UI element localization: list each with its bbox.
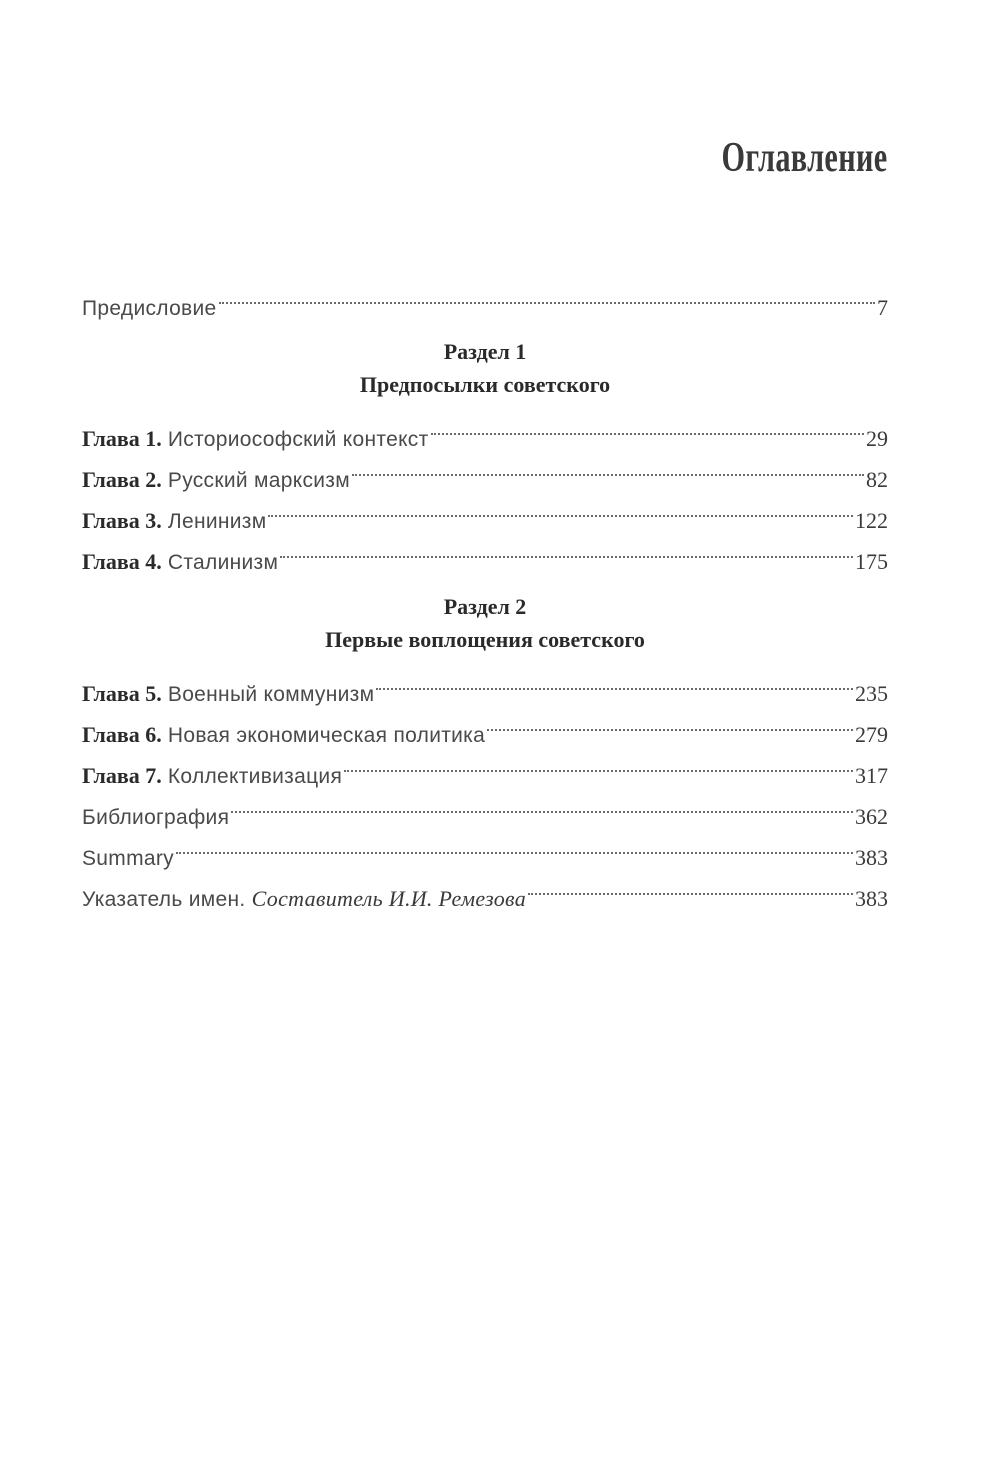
dot-leader <box>280 528 853 569</box>
dot-leader <box>528 865 853 906</box>
toc-page-number: 383 <box>855 845 888 870</box>
chapter-number: Глава 1. <box>82 426 162 451</box>
chapter-number: Глава 3. <box>82 508 162 533</box>
toc-page-number: 383 <box>855 886 888 911</box>
page-title: Оглавление <box>722 135 888 181</box>
section-heading: Раздел 1 <box>443 339 527 364</box>
dot-leader <box>352 446 864 487</box>
section-subtitle: Первые воплощения советского <box>325 627 645 652</box>
section-heading: Раздел 2 <box>443 594 527 619</box>
toc-entry-title: Библиография <box>82 806 230 829</box>
toc-page-number: 122 <box>855 508 888 533</box>
table-of-contents <box>82 274 888 911</box>
toc-entry-summary[interactable] <box>82 824 888 870</box>
chapter-title: Новая экономическая политика <box>167 724 486 747</box>
toc-page-number: 317 <box>855 763 888 788</box>
dot-leader <box>268 487 853 528</box>
toc-entry-chapter-1[interactable] <box>82 405 888 451</box>
dot-leader <box>231 783 853 824</box>
toc-entry-chapter-5[interactable] <box>82 660 888 706</box>
chapter-number: Глава 6. <box>82 722 162 747</box>
toc-page-number: 235 <box>855 681 888 706</box>
chapter-title: Военный коммунизм <box>167 683 375 706</box>
toc-page-number: 175 <box>855 549 888 574</box>
toc-page-number: 362 <box>855 804 888 829</box>
toc-entry-name-index[interactable] <box>82 865 888 911</box>
compiler-credit: Составитель И.И. Ремезова <box>251 886 527 911</box>
toc-page-number: 7 <box>877 295 888 320</box>
chapter-number: Глава 5. <box>82 681 162 706</box>
dot-leader <box>176 824 853 865</box>
chapter-title: Русский марксизм <box>167 469 350 492</box>
chapter-title: Ленинизм <box>167 510 267 533</box>
chapter-title: Сталинизм <box>167 551 279 574</box>
dot-leader <box>431 405 864 446</box>
dot-leader <box>487 701 853 742</box>
toc-entry-title: Предисловие <box>82 297 217 320</box>
toc-entry-preface[interactable] <box>82 274 888 320</box>
section-1-header <box>82 335 888 401</box>
toc-page-number: 279 <box>855 722 888 747</box>
dot-leader <box>376 660 853 701</box>
chapter-number: Глава 7. <box>82 763 162 788</box>
toc-entry-title: Указатель имен. <box>82 888 246 911</box>
chapter-title: Коллективизация <box>167 765 343 788</box>
chapter-number: Глава 4. <box>82 549 162 574</box>
toc-page-number: 82 <box>866 467 888 492</box>
chapter-number: Глава 2. <box>82 467 162 492</box>
dot-leader <box>219 274 875 315</box>
section-2-header <box>82 590 888 656</box>
toc-page-number: 29 <box>866 426 888 451</box>
toc-entry-title: Summary <box>82 847 174 870</box>
section-subtitle: Предпосылки советского <box>359 372 611 397</box>
chapter-title: Историософский контекст <box>167 428 429 451</box>
dot-leader <box>344 742 853 783</box>
